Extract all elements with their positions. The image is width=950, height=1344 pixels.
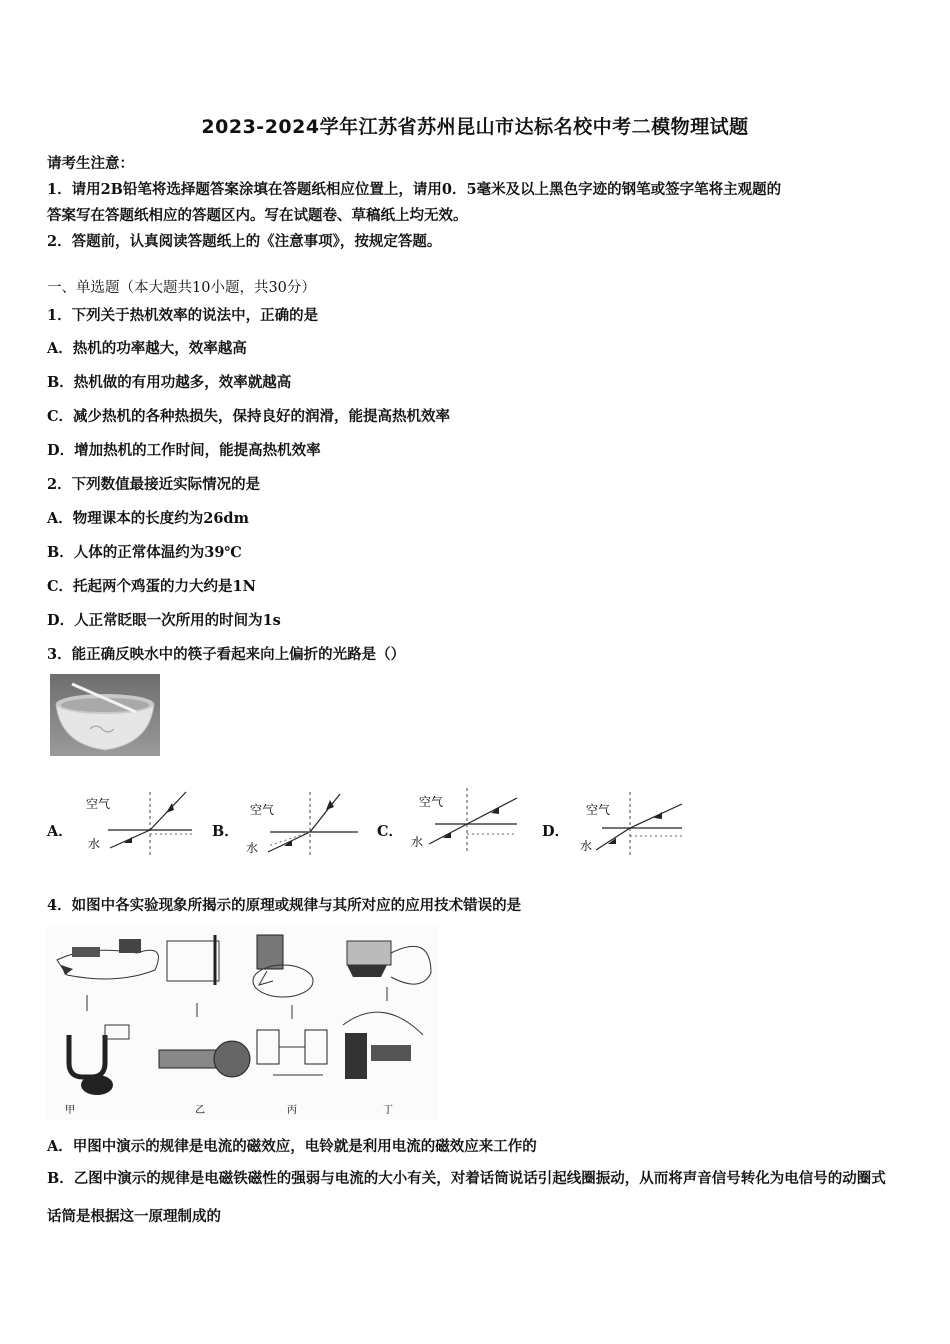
figure-label-yi: 乙 xyxy=(195,1105,205,1116)
air-label: 空气 xyxy=(586,803,611,817)
notice-item-2: 2．答题前，认真阅读答题纸上的《注意事项》，按规定答题。 xyxy=(47,233,442,250)
air-label: 空气 xyxy=(419,795,444,809)
figure-label-bing: 丙 xyxy=(287,1105,297,1116)
question-1-option-b: B．热机做的有用功越多，效率就越高 xyxy=(47,374,292,391)
question-1-option-a: A．热机的功率越大，效率越高 xyxy=(47,340,247,357)
water-label: 水 xyxy=(411,835,424,849)
air-label: 空气 xyxy=(86,797,111,811)
question-3-option-c-label: C． xyxy=(377,823,404,840)
ray-diagram-d xyxy=(572,790,687,860)
ray-diagram-b xyxy=(240,790,365,860)
water-label: 水 xyxy=(246,841,259,855)
section-heading: 一、单选题（本大题共10小题，共30分） xyxy=(47,280,316,296)
question-4-stem: 4．如图中各实验现象所揭示的原理或规律与其所对应的应用技术错误的是 xyxy=(47,897,522,914)
question-2-option-d: D．人正常眨眼一次所用的时间为1s xyxy=(47,612,281,629)
notice-item-1: 1．请用2B铅笔将选择题答案涂填在答题纸相应位置上，请用0．5毫米及以上黑色字迹的钢笔或签字笔将主观题的 xyxy=(47,181,782,198)
question-3-option-b-label: B． xyxy=(212,823,239,840)
figure-label-jia: 甲 xyxy=(65,1105,75,1116)
ray-diagram-a xyxy=(80,790,200,860)
notice-heading: 请考生注意： xyxy=(47,155,134,172)
question-4-option-a: A．甲图中演示的规律是电流的磁效应，电铃就是利用电流的磁效应来工作的 xyxy=(47,1138,537,1155)
question-1-stem: 1．下列关于热机效率的说法中，正确的是 xyxy=(47,307,319,324)
question-3-option-a-label: A． xyxy=(47,823,73,840)
figure-label-ding: 丁 xyxy=(383,1105,393,1116)
question-2-option-a: A．物理课本的长度约为26dm xyxy=(47,510,249,527)
question-3-option-d-label: D． xyxy=(542,823,570,840)
notice-item-1-cont: 答案写在答题纸相应的答题区内。写在试题卷、草稿纸上均无效。 xyxy=(47,207,468,224)
page-title: 2023-2024学年江苏省苏州昆山市达标名校中考二模物理试题 xyxy=(201,116,749,138)
question-1-option-c: C．减少热机的各种热损失，保持良好的润滑，能提高热机效率 xyxy=(47,408,451,425)
water-label: 水 xyxy=(88,837,101,851)
chopsticks-bowl-photo xyxy=(50,674,160,756)
ray-diagram-c xyxy=(405,786,525,856)
question-2-option-c: C．托起两个鸡蛋的力大约是1N xyxy=(47,578,256,595)
question-4-option-b: B．乙图中演示的规律是电磁铁磁性的强弱与电流的大小有关，对着话筒说话引起线圈振动，从而将声音信号转化为电信号的动圈式话筒是根据这一原理制成的 xyxy=(47,1170,886,1225)
question-3-stem: 3．能正确反映水中的筷子看起来向上偏折的光路是（） xyxy=(47,646,406,663)
question-1-option-d: D．增加热机的工作时间，能提高热机效率 xyxy=(47,442,321,459)
air-label: 空气 xyxy=(250,803,275,817)
question-2-option-b: B．人体的正常体温约为39℃ xyxy=(47,544,242,561)
question-2-stem: 2．下列数值最接近实际情况的是 xyxy=(47,476,261,493)
experiment-figure xyxy=(47,925,439,1120)
water-label: 水 xyxy=(580,839,593,853)
